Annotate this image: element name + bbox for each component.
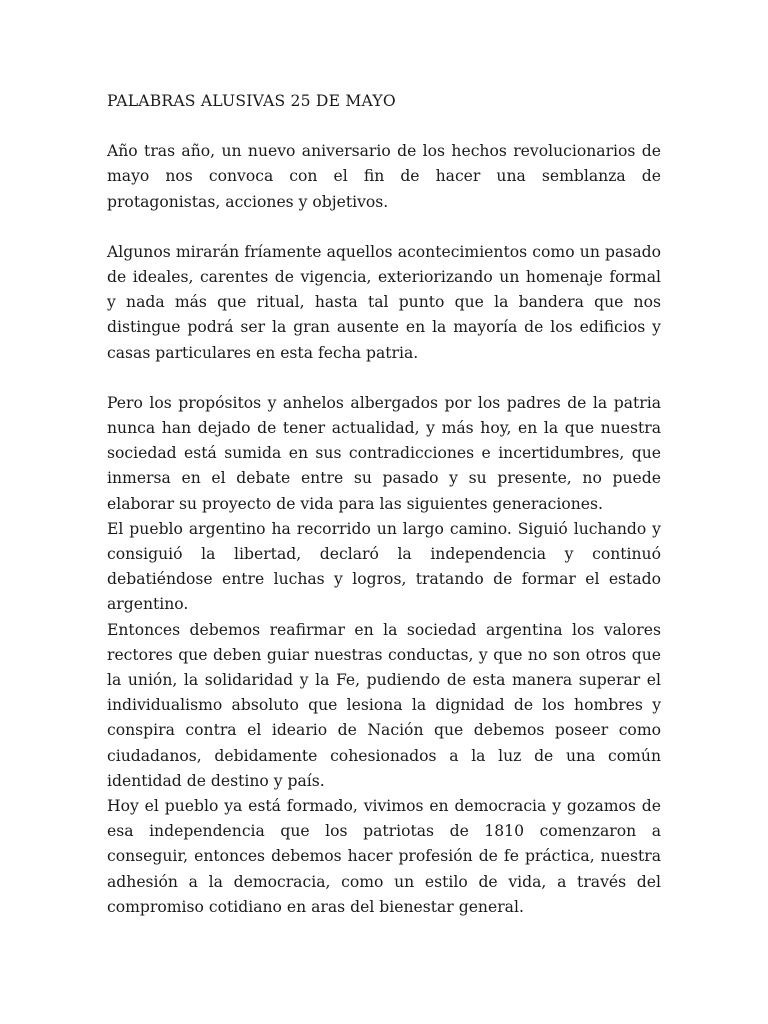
paragraph-6: Hoy el pueblo ya está formado, vivimos en democracia y gozamos de esa independencia que los patriotas de 1810 comenzaron a conseguir, entonces debemos hacer profesión de fe práctica, nuestra adhesión a la democracia, como un estilo de vida, a través del compromiso cotidiano en aras del bienestar general. (107, 797, 661, 916)
paragraph-4: El pueblo argentino ha recorrido un largo camino. Siguió luchando y consiguió la libertad, declaró la independencia y continuó debatiéndose entre luchas y logros, tratando de formar el estado argentino. (107, 519, 661, 614)
paragraph-1: Año tras año, un nuevo aniversario de los hechos revolucionarios de mayo nos convoca con el fin de hacer una semblanza de protagonistas, acciones y objetivos. (107, 142, 661, 211)
paragraph-3: Pero los propósitos y anhelos albergados por los padres de la patria nunca han dejado de tener actualidad, y más hoy, en la que nuestra sociedad está sumida en sus contradicciones e incertidumbres, que inmersa en el debate entre su pasado y su presente, no puede elaborar su proyecto de vida para las siguientes generaciones. (107, 393, 661, 513)
document-body (107, 89, 661, 920)
document-title: PALABRAS ALUSIVAS 25 DE MAYO (107, 92, 396, 110)
paragraph-2: Algunos mirarán fríamente aquellos acontecimientos como un pasado de ideales, carentes de vigencia, exteriorizando un homenaje formal y nada más que ritual, hasta tal punto que la bandera que nos distingue podrá ser la gran ausente en la mayoría de los edificios y casas particulares en esta fecha patria. (107, 242, 661, 362)
paragraph-5: Entonces debemos reafirmar en la sociedad argentina los valores rectores que deben guiar nuestras conductas, y que no son otros que la unión, la solidaridad y la Fe, pudiendo de esta manera superar el individualismo absoluto que lesiona la dignidad de los hombres y conspira contra el ideario de Nación que debemos poseer como ciudadanos, debidamente cohesionados a la luz de una común identidad de destino y país. (107, 620, 661, 790)
